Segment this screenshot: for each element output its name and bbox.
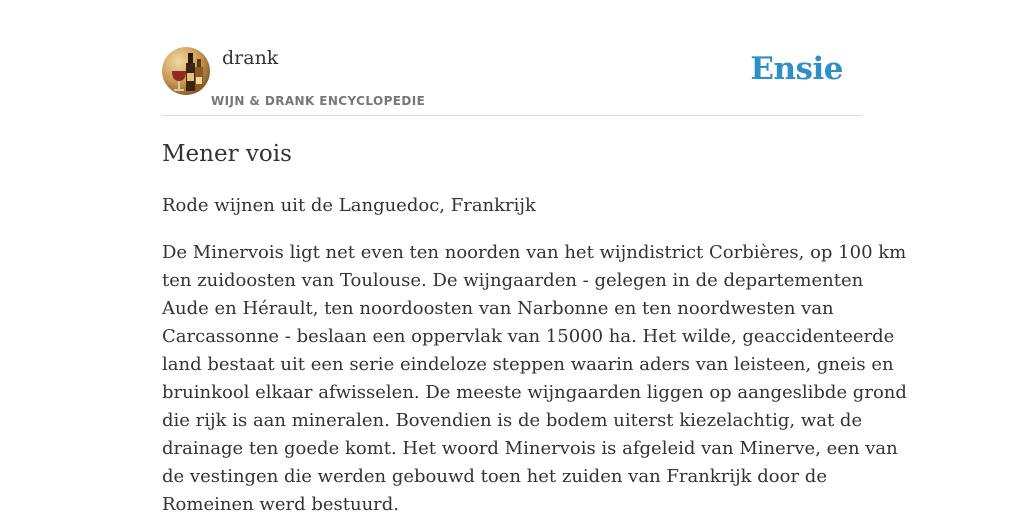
entry-title: Mener vois (162, 141, 292, 167)
wine-bottles-icon[interactable] (162, 47, 210, 95)
body-line: Carcassonne - beslaan een oppervlak van 15000 ha. Het wilde, geaccidenteerde (162, 326, 895, 347)
body-line: de vestingen die werden gebouwd toen het zuiden van Frankrijk door de (162, 466, 827, 487)
brand-logo[interactable]: Ensie (750, 51, 843, 87)
body-line: Aude en Hérault, ten noordoosten van Narbonne en ten noordwesten van (162, 298, 834, 319)
body-line: bruinkool elkaar afwisselen. De meeste wijngaarden liggen op aangeslibde grond (162, 382, 907, 403)
body-line: ten zuidoosten van Toulouse. De wijngaarden - gelegen in de departementen (162, 270, 864, 291)
category-name[interactable]: drank (222, 47, 279, 69)
body-line: die rijk is aan mineralen. Bovendien is de bodem uiterst kiezelachtig, wat de (162, 410, 863, 431)
body-line: land bestaat uit een serie eindeloze steppen waarin aders van leisteen, gneis en (162, 354, 894, 375)
body-line: Romeinen werd bestuurd. (162, 494, 400, 512)
body-line: drainage ten goede komt. Het woord Minervois is afgeleid van Minerve, een van (162, 438, 898, 459)
body-line: De Minervois ligt net even ten noorden van het wijndistrict Corbières, op 100 km (162, 242, 907, 263)
category-tagline: WIJN & DRANK ENCYCLOPEDIE (211, 94, 426, 108)
entry-subtitle: Rode wijnen uit de Languedoc, Frankrijk (162, 195, 536, 216)
entry-body (162, 239, 907, 512)
header-divider (162, 115, 862, 116)
